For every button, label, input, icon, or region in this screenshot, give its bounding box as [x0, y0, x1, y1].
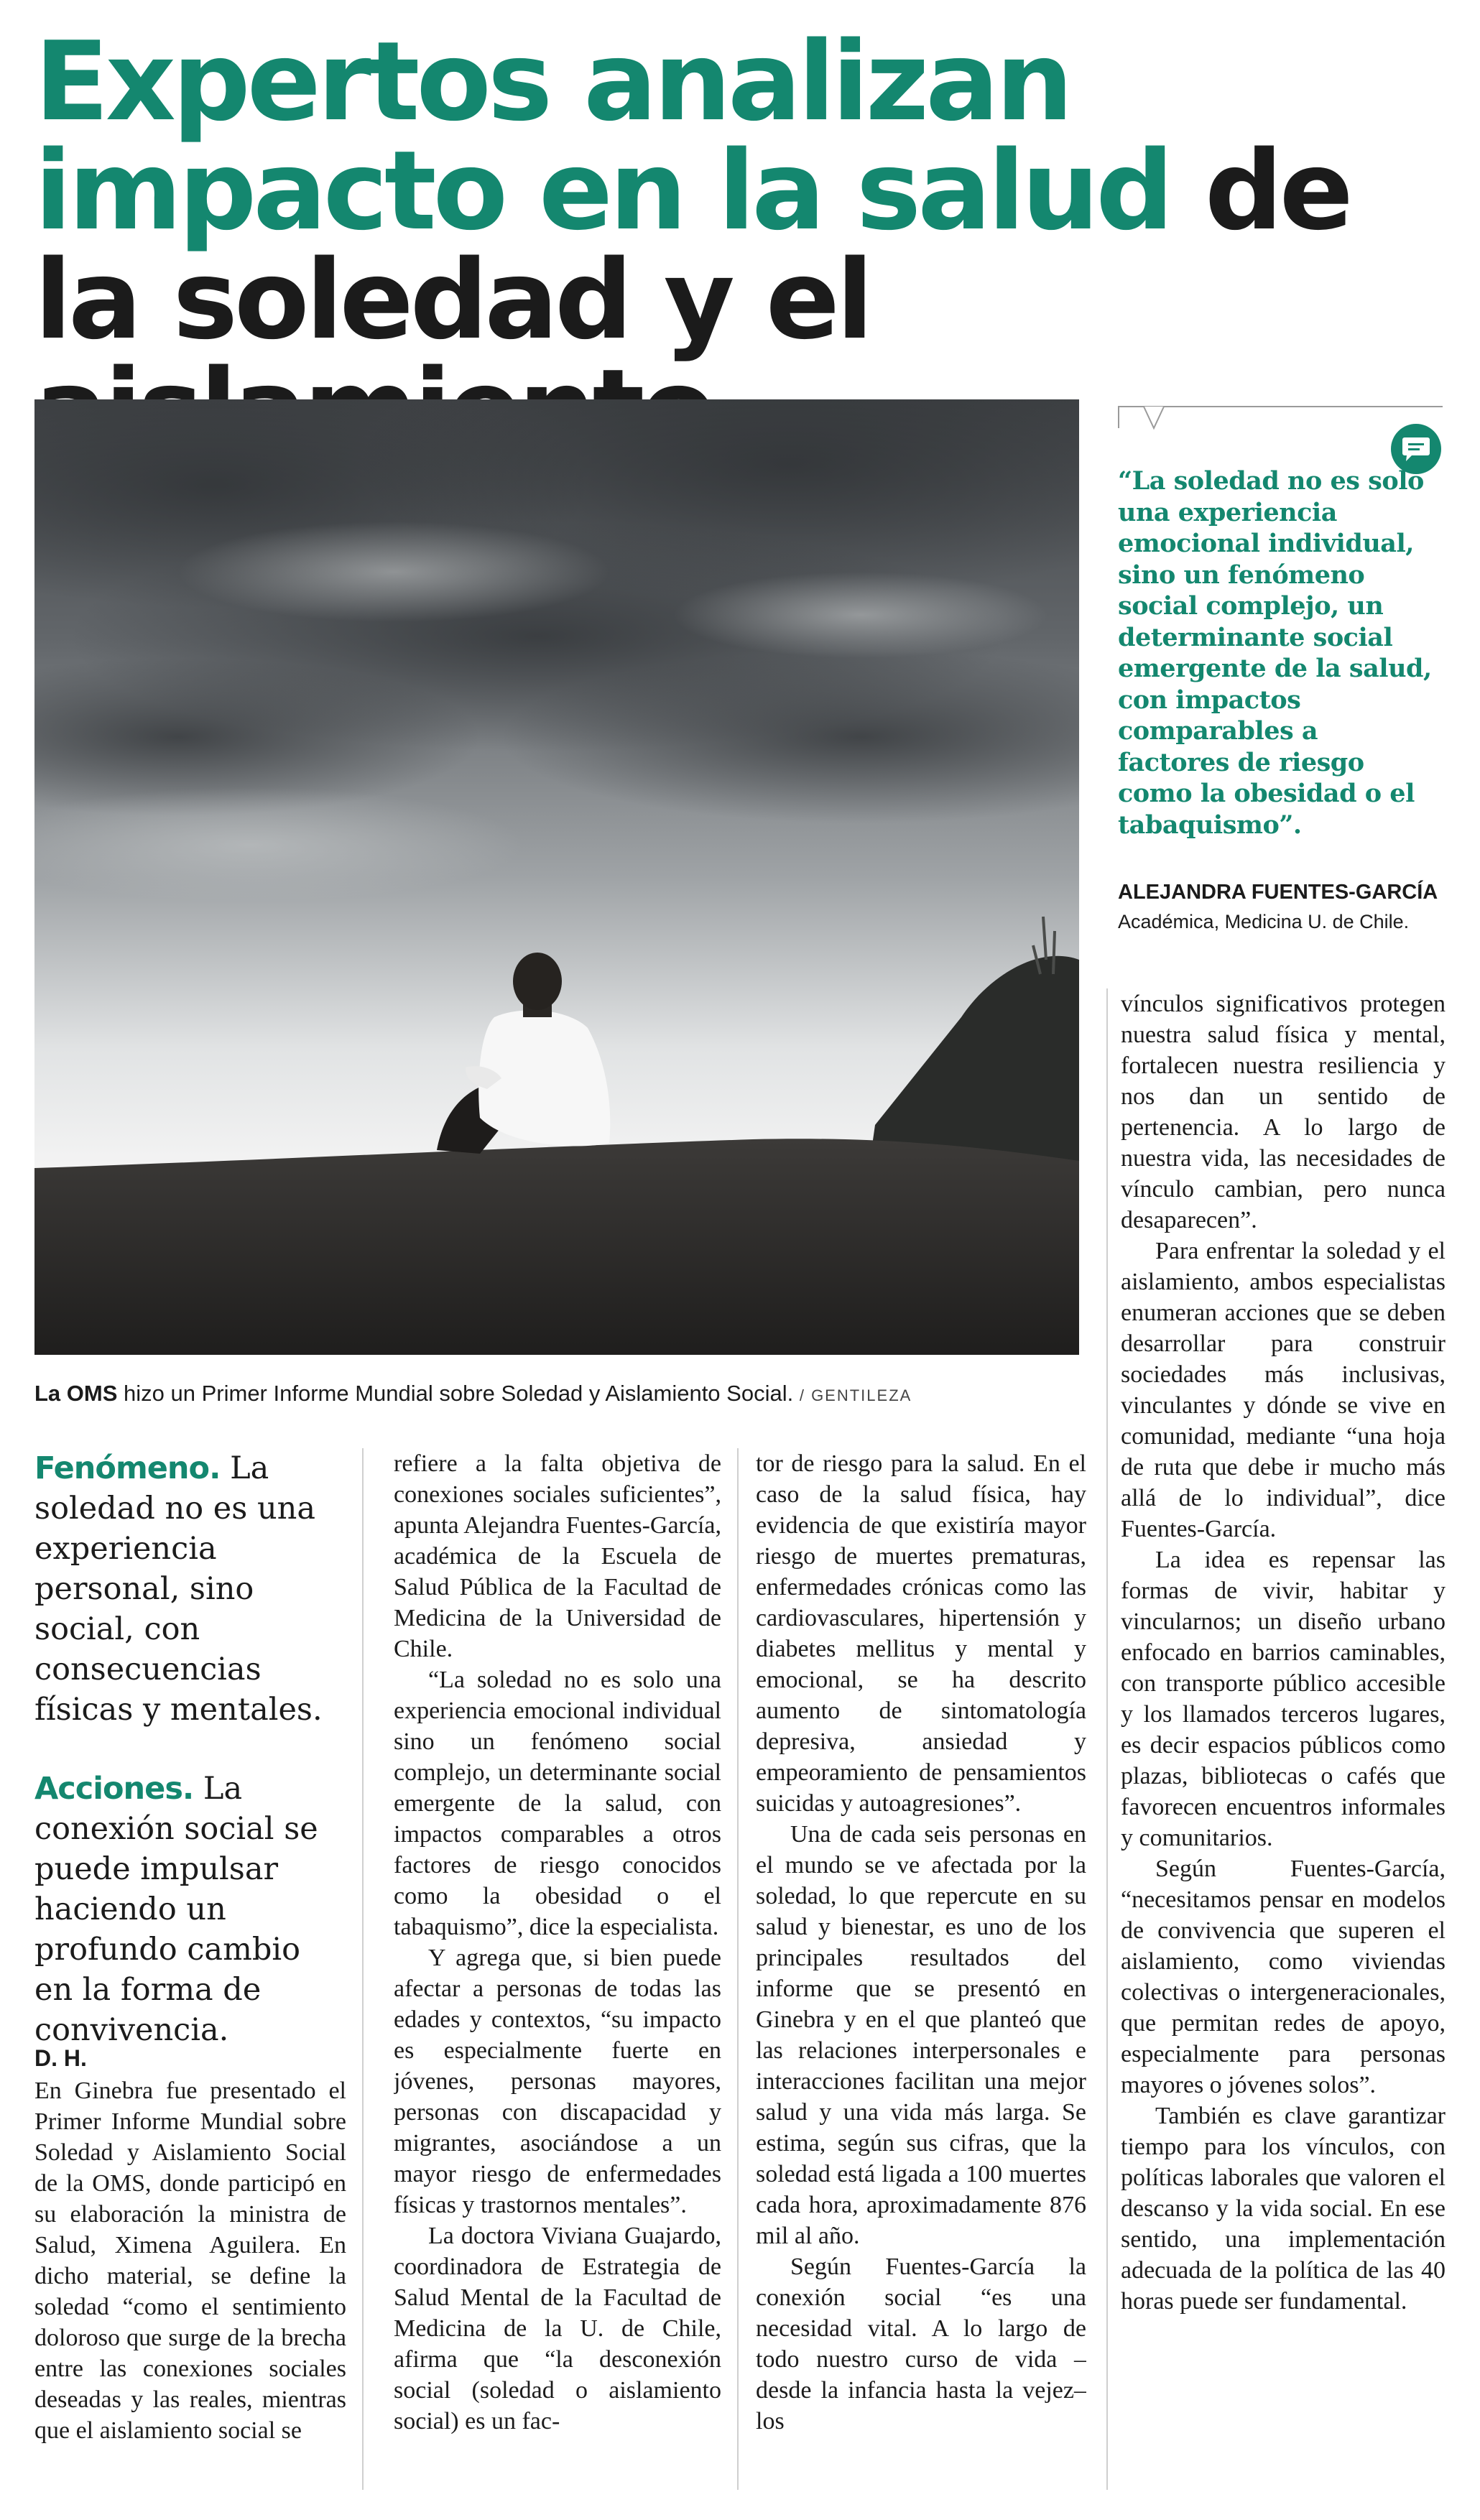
article-paragraph: Y agrega que, si bien puede afectar a personas de todas las edades y contextos, “su impacto es especialmente fuerte en jóvenes, personas mayores, personas con discapacidad y migrantes, asociándose a un mayor riesgo de enfermedades físicas y trastornos mentales”. — [394, 1945, 721, 2218]
article-paragraph: En Ginebra fue presentado el Primer Informe Mundial sobre Soledad y Aislamiento Social de la OMS, donde participó en su elaboración la ministra de Salud, Ximena Aguilera. En dicho material, se define la soledad “como el sentimiento doloroso que surge de la brecha entre las conexiones sociales deseadas y las reales, mientras que el aislamiento social se — [34, 2077, 346, 2444]
photo-caption — [34, 1381, 1098, 1407]
quote-author-role: Académica, Medicina U. de Chile. — [1118, 911, 1410, 932]
quote-frame — [1118, 399, 1443, 435]
photo-man-sitting-on-hill — [34, 399, 1079, 1355]
article-byline: D. H. — [34, 2045, 87, 2071]
photo-illustration — [34, 399, 1079, 1355]
article-paragraph: Según Fuentes-García, “necesitamos pensar en modelos de convivencia que superen el aislamiento, como viviendas colectivas o intergeneracionales, que permitan redes de apoyo, especialmente para personas mayores o jóvenes solos”. — [1121, 1856, 1446, 2098]
article-column-3 — [756, 1448, 1086, 2490]
article-paragraph: refiere a la falta objetiva de conexiones sociales suficientes”, apunta Alejandra Fuentes-García, académica de la Escuela de Salud Pública de la Facultad de Medicina de la Universidad de Chile. — [394, 1450, 721, 1662]
article-paragraph: Para enfrentar la soledad y el aislamiento, ambos especialistas enumeran acciones que se deben desarrollar para construir sociedades más inclusivas, vinculantes y dónde se vive en comunidad, mediante “una hoja de ruta que debe ir mucho más allá de lo individual”, dice Fuentes-García. — [1121, 1238, 1446, 1542]
article-paragraph: tor de riesgo para la salud. En el caso de la salud física, hay evidencia de que existiría mayor riesgo de muertes prematuras, enfermedades crónicas como las cardiovasculares, hipertensión y diabetes mellitus y mental y emocional, se ha descrito aumento de sintomatología depresiva, ansiedad y empeoramiento de pensamientos suicidas y autoagresiones”. — [756, 1450, 1086, 1817]
article-paragraph: “La soledad no es solo una experiencia emocional individual sino un fenómeno social complejo, un determinante social emergente de la salud, con impactos comparables a otros factores de riesgo conocidos como la obesidad o el tabaquismo”, dice la especialista. — [394, 1667, 721, 1940]
article-paragraph: La doctora Viviana Guajardo, coordinadora de Estrategia de Salud Mental de la Facultad de Medicina de la U. de Chile, afirma que “la desconexión social (soledad o aislamiento social) es un fac- — [394, 2223, 721, 2435]
headline-green: Expertos analizan impacto en la salud — [34, 18, 1170, 254]
key-point-keyword: Fenómeno. — [34, 1450, 221, 1486]
key-point-text: La soledad no es una experiencia personal, sino social, con consecuencias físicas y mentales. — [34, 1450, 323, 1728]
quote-author: ALEJANDRA FUENTES-GARCÍA — [1118, 881, 1438, 904]
caption-lead: La OMS — [34, 1381, 118, 1406]
key-point-text: La conexión social se puede impulsar haciendo un profundo cambio en la forma de convivencia. — [34, 1771, 318, 2048]
article-paragraph: La idea es repensar las formas de vivir, habitar y vincularnos; un diseño urbano enfocado en barrios caminables, con transporte público accesible y los llamados terceros lugares, es decir espacios públicos como plazas, bibliotecas o cafés que favorecen encuentros informales y comunitarios. — [1121, 1547, 1446, 1851]
article-paragraph: También es clave garantizar tiempo para los vínculos, con políticas laborales que valoren el descanso y la vida social. En ese sentido, una implementación adecuada de la política de las 40 horas puede ser fundamental. — [1121, 2103, 1446, 2315]
key-point — [34, 1448, 343, 1730]
article-column-1 — [34, 2043, 346, 2488]
key-point — [34, 1769, 343, 2050]
caption-text: hizo un Primer Informe Mundial sobre Soledad y Aislamiento Social. — [124, 1381, 794, 1406]
pull-quote — [1118, 399, 1443, 945]
key-points-sidebar — [34, 1448, 343, 2089]
article-paragraph: Según Fuentes-García la conexión social “es una necesidad vital. A lo largo de todo nuestro curso de vida –desde la infancia hasta la vejez– los — [756, 2253, 1086, 2435]
headline-black: de la soledad y el — [34, 127, 1350, 363]
key-point-keyword: Acciones. — [34, 1771, 194, 1807]
headline — [34, 18, 1464, 464]
column-rule — [1106, 988, 1108, 2490]
article-column-2 — [394, 1448, 721, 2490]
caption-credit: / GENTILEZA — [799, 1386, 912, 1404]
article-paragraph: Una de cada seis personas en el mundo se ve afectada por la soledad, lo que repercute en su salud y bienestar, es uno de los principales resultados del informe que se presentó en Ginebra y en el que planteó que las relaciones interpersonales e interacciones facilitan una mejor salud y una vida más larga. Se estima, según sus cifras, que la soledad está ligada a 100 muertes cada hora, aproximadamente 876 mil al año. — [756, 1821, 1086, 2249]
article-paragraph: vínculos significativos protegen nuestra salud física y mental, fortalecen nuestra resiliencia y nos dan un sentido de pertenencia. A lo largo de nuestra vida, las necesidades de vínculo cambian, pero nunca desaparecen”. — [1121, 991, 1446, 1233]
column-rule — [737, 1448, 739, 2490]
quote-text: “La soledad no es solo una experiencia emocional individual, sino un fenómeno social complejo, un determinante social emergente de la salud, con impactos comparables a factores de riesgo como la obesidad o el tabaquismo”. — [1118, 466, 1432, 840]
column-rule — [362, 1448, 364, 2490]
article-column-4 — [1121, 988, 1446, 2490]
